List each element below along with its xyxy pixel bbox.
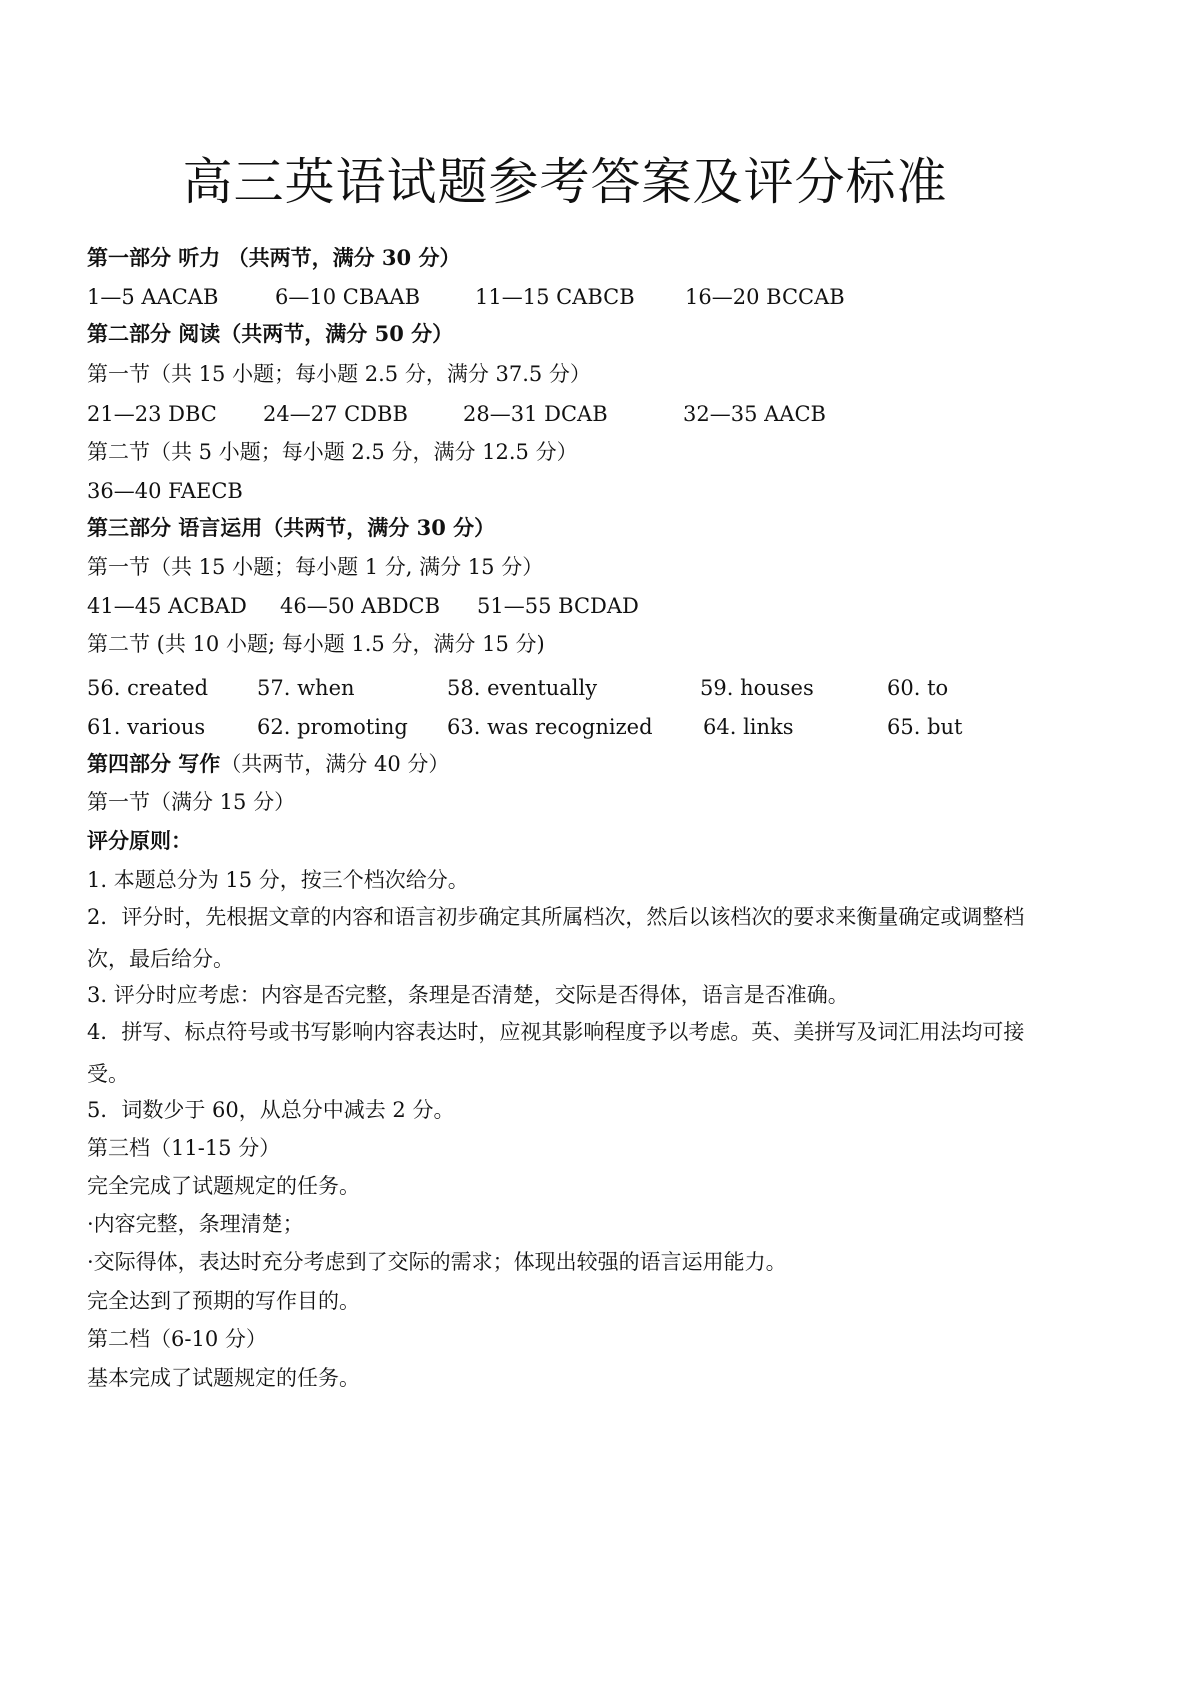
grade2-line: 基本完成了试题规定的任务。 [87, 1366, 360, 1390]
cloze-answer: 56. created [87, 676, 209, 700]
answer-group: 46—50 ABDCB [280, 594, 441, 618]
part3-section1-heading: 第一节（共 15 小题；每小题 1 分, 满分 15 分） [87, 555, 544, 579]
part4-heading [87, 750, 449, 778]
answer-group: 51—55 BCDAD [477, 594, 639, 618]
answer-group: 41—45 ACBAD [87, 594, 247, 618]
cloze-answer: 61. various [87, 715, 206, 739]
part4-heading-title: 第四部分 写作 [87, 751, 221, 776]
part1-heading: 第一部分 听力 （共两节，满分 30 分） [87, 245, 461, 270]
grade3-line: 完全完成了试题规定的任务。 [87, 1174, 360, 1198]
part2-section2-heading: 第二节（共 5 小题；每小题 2.5 分，满分 12.5 分） [87, 440, 578, 464]
page-title: 高三英语试题参考答案及评分标准 [182, 153, 948, 211]
answer-group: 6—10 CBAAB [275, 285, 421, 309]
grade3-line: ·内容完整，条理清楚； [87, 1212, 304, 1236]
answer-group: 36—40 FAECB [87, 479, 243, 503]
cloze-answer: 57. when [257, 676, 355, 700]
answer-group: 11—15 CABCB [475, 285, 635, 309]
part4-section1-heading: 第一节（满分 15 分） [87, 790, 296, 814]
cloze-answer: 62. promoting [257, 715, 408, 739]
answer-group: 1—5 AACAB [87, 285, 219, 309]
cloze-answer: 59. houses [700, 676, 814, 700]
principle-item: 2．评分时，先根据文章的内容和语言初步确定其所属档次，然后以该档次的要求来衡量确定或调整档次，最后给分。 [87, 905, 1025, 971]
part3-heading: 第三部分 语言运用（共两节，满分 30 分） [87, 515, 496, 540]
cloze-answer: 58. eventually [447, 676, 598, 700]
principle-item: 4．拼写、标点符号或书写影响内容表达时，应视其影响程度予以考虑。英、美拼写及词汇用法均可接受。 [87, 1020, 1025, 1086]
principles-heading: 评分原则： [87, 828, 192, 853]
grade3-heading: 第三档（11-15 分） [87, 1136, 281, 1160]
part2-section1-heading: 第一节（共 15 小题；每小题 2.5 分，满分 37.5 分） [87, 362, 591, 386]
cloze-answer: 64. links [703, 715, 794, 739]
principle-item: 5．词数少于 60，从总分中减去 2 分。 [87, 1098, 455, 1122]
principle-item: 1. 本题总分为 15 分，按三个档次给分。 [87, 868, 469, 892]
cloze-answer: 65. but [887, 715, 963, 739]
cloze-answer: 60. to [887, 676, 949, 700]
cloze-answer: 63. was recognized [447, 715, 653, 739]
part4-heading-detail: （共两节，满分 40 分） [220, 752, 450, 776]
answer-group: 16—20 BCCAB [685, 285, 845, 309]
answer-group: 32—35 AACB [683, 402, 826, 426]
answer-group: 21—23 DBC [87, 402, 217, 426]
grade2-heading: 第二档（6-10 分） [87, 1327, 267, 1351]
part3-section2-heading: 第二节 (共 10 小题; 每小题 1.5 分，满分 15 分) [87, 632, 545, 656]
principle-item: 3. 评分时应考虑：内容是否完整，条理是否清楚，交际是否得体，语言是否准确。 [87, 983, 849, 1007]
answer-group: 24—27 CDBB [263, 402, 408, 426]
answer-group: 28—31 DCAB [463, 402, 608, 426]
grade3-line: ·交际得体，表达时充分考虑到了交际的需求；体现出较强的语言运用能力。 [87, 1250, 787, 1274]
grade3-line: 完全达到了预期的写作目的。 [87, 1289, 360, 1313]
part2-heading: 第二部分 阅读（共两节，满分 50 分） [87, 321, 454, 346]
